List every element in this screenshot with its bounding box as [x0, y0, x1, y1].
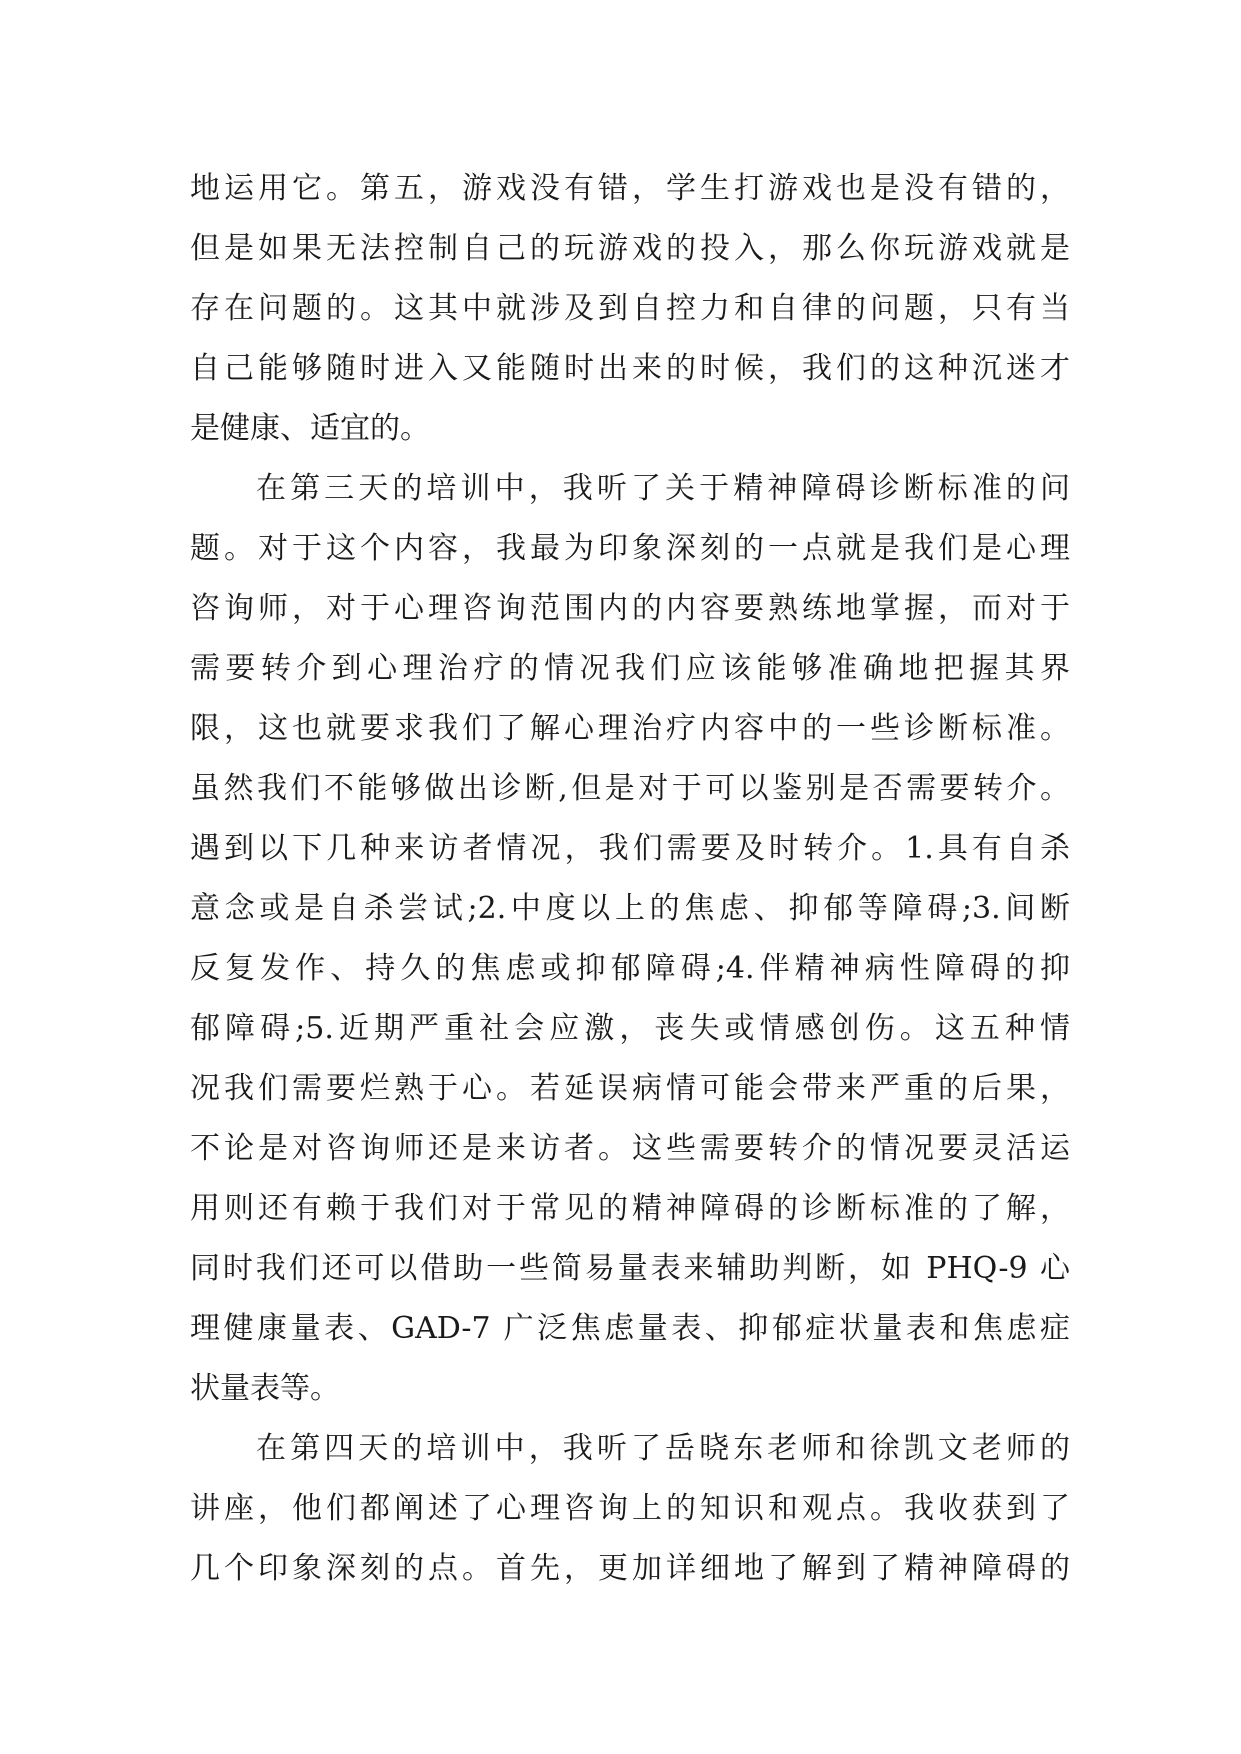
document-body — [190, 159, 1070, 1599]
text-line: 虽然我们不能够做出诊断,但是对于可以鉴别是否需要转介。 — [190, 771, 1070, 806]
text-line: 郁障碍;5.近期严重社会应激，丧失或情感创伤。这五种情 — [190, 1011, 1070, 1046]
text-line: 同时我们还可以借助一些简易量表来辅助判断，如 PHQ-9 心 — [190, 1251, 1070, 1286]
text-line: 状量表等。 — [190, 1371, 340, 1406]
text-line: 咨询师，对于心理咨询范围内的内容要熟练地掌握，而对于 — [190, 591, 1070, 626]
text-line: 在第四天的培训中，我听了岳晓东老师和徐凯文老师的 — [256, 1431, 1070, 1466]
text-line: 况我们需要烂熟于心。若延误病情可能会带来严重的后果， — [190, 1071, 1070, 1106]
text-line: 反复发作、持久的焦虑或抑郁障碍;4.伴精神病性障碍的抑 — [190, 951, 1070, 986]
text-line: 遇到以下几种来访者情况，我们需要及时转介。1.具有自杀 — [190, 831, 1070, 866]
text-line: 几个印象深刻的点。首先，更加详细地了解到了精神障碍的 — [190, 1551, 1070, 1586]
text-line: 用则还有赖于我们对于常见的精神障碍的诊断标准的了解， — [190, 1191, 1070, 1226]
text-line: 限，这也就要求我们了解心理治疗内容中的一些诊断标准。 — [190, 711, 1070, 746]
text-line: 意念或是自杀尝试;2.中度以上的焦虑、抑郁等障碍;3.间断 — [190, 891, 1070, 926]
text-line: 存在问题的。这其中就涉及到自控力和自律的问题，只有当 — [190, 291, 1070, 326]
text-line: 在第三天的培训中，我听了关于精神障碍诊断标准的问 — [256, 471, 1070, 506]
text-line: 不论是对咨询师还是来访者。这些需要转介的情况要灵活运 — [190, 1131, 1070, 1166]
text-line: 需要转介到心理治疗的情况我们应该能够准确地把握其界 — [190, 651, 1070, 686]
text-line: 是健康、适宜的。 — [190, 411, 430, 446]
text-line: 地运用它。第五，游戏没有错，学生打游戏也是没有错的， — [190, 171, 1070, 206]
text-line: 但是如果无法控制自己的玩游戏的投入，那么你玩游戏就是 — [190, 231, 1070, 266]
text-line: 自己能够随时进入又能随时出来的时候，我们的这种沉迷才 — [190, 351, 1070, 386]
text-line: 理健康量表、GAD-7 广泛焦虑量表、抑郁症状量表和焦虑症 — [190, 1311, 1070, 1346]
text-line: 讲座，他们都阐述了心理咨询上的知识和观点。我收获到了 — [190, 1491, 1070, 1526]
text-line: 题。对于这个内容，我最为印象深刻的一点就是我们是心理 — [190, 531, 1070, 566]
